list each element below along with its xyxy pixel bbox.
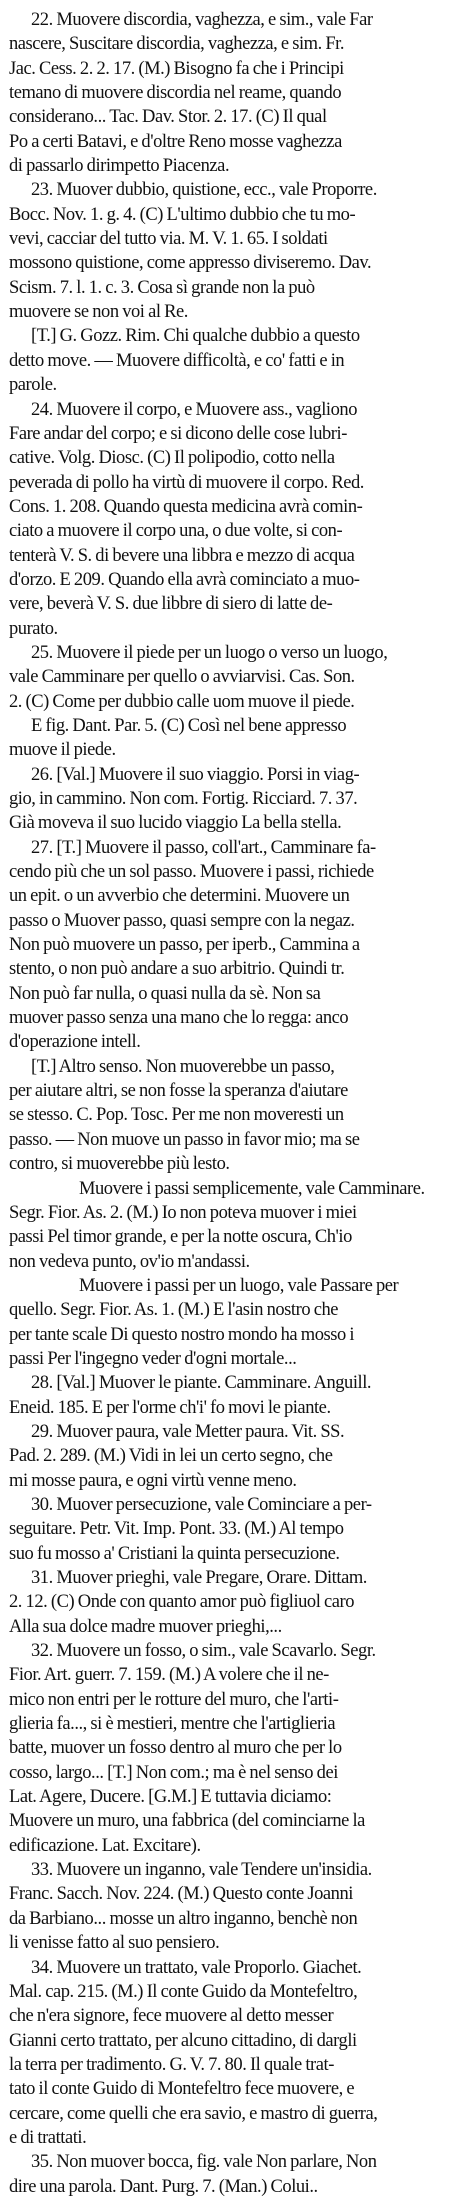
entry-line: [T.] G. Gozz. Rim. Chi qualche dubbio a questo [31, 326, 360, 347]
entry-line: Bocc. Nov. 1. g. 4. (C) L'ultimo dubbio che tu mo- [9, 204, 356, 225]
entry-line: vale Camminare per quello o avviarvisi. Cas. Son. [9, 667, 355, 688]
entry-line: detto move. — Muovere difficoltà, e co' fatti e in [9, 350, 345, 371]
entry-line: 25. Muovere il piede per un luogo o verso un luogo, [31, 642, 388, 663]
entry-line: muove il piede. [9, 740, 116, 761]
entry-line: per tante scale Di questo nostro mondo ha mosso i [9, 1324, 355, 1345]
entry-line: li venisse fatto al suo pensiero. [9, 1933, 220, 1954]
entry-line: suo fu mosso a' Cristiani la quinta persecuzione. [9, 1543, 340, 1564]
entry-line: 26. [Val.] Muovere il suo viaggio. Porsi in viag- [31, 764, 360, 785]
entry-line: Segr. Fior. As. 2. (M.) Io non poteva muover i miei [9, 1202, 357, 1223]
entry-line: passi Per l'ingegno veder d'ogni mortale... [9, 1348, 297, 1369]
entry-line: 28. [Val.] Muover le piante. Camminare. Anguill. [31, 1373, 372, 1394]
entry-24 [9, 398, 460, 641]
entry-line: Lat. Agere, Ducere. [G.M.] E tuttavia diciamo: [9, 1787, 332, 1808]
entry-line: 2. 12. (C) Onde con quanto amor può figliuol caro [9, 1592, 355, 1613]
entry-line: cosso, largo... [T.] Non com.; ma è nel senso dei [9, 1762, 338, 1783]
entry-33 [9, 1858, 460, 1955]
entry-line: edificazione. Lat. Excitare). [9, 1835, 201, 1856]
entry-line: dire una parola. Dant. Purg. 7. (Man.) Colui.. [9, 2176, 318, 2197]
entry-line: 32. Muovere un fosso, o sim., vale Scavarlo. Segr. [31, 1641, 376, 1662]
entry-line: Po a certi Batavi, e d'oltre Reno mosse vaghezza [9, 131, 342, 152]
entry-line: passo. — Non muove un passo in favor mio; ma se [9, 1129, 360, 1150]
entry-line: Pad. 2. 289. (M.) Vidi in lei un certo segno, che [9, 1446, 333, 1467]
entry-line: la terra per tradimento. G. V. 7. 80. Il quale trat- [9, 2054, 334, 2075]
entry-line: Mal. cap. 215. (M.) Il conte Guido da Montefeltro, [9, 1981, 358, 2002]
entry-26 [9, 763, 460, 836]
entry-line: 31. Muover prieghi, vale Pregare, Orare. Dittam. [31, 1568, 367, 1588]
entry-line: 2. (C) Come per dubbio calle uom muove il piede. [9, 691, 355, 712]
entry-25 [9, 641, 460, 763]
entry-line: [T.] Altro senso. Non muoverebbe un passo, [31, 1056, 335, 1077]
entry-line: Già moveva il suo lucido viaggio La bella stella. [9, 813, 342, 834]
entry-line: quello. Segr. Fior. As. 1. (M.) E l'asin nostro che [9, 1300, 339, 1321]
entry-line: che n'era signore, fece muovere al detto messer [9, 2006, 334, 2027]
entry-23 [9, 178, 460, 397]
entry-line: 30. Muover persecuzione, vale Cominciare a per- [31, 1494, 372, 1515]
entry-line: Muovere i passi per un luogo, vale Passare per [79, 1275, 399, 1296]
entry-line: Scism. 7. l. 1. c. 3. Cosa sì grande non la può [9, 277, 315, 298]
entry-line: tenterà V. S. di bevere una libbra e mezzo di acqua [9, 545, 355, 566]
entry-line: seguitare. Petr. Vit. Imp. Pont. 33. (M.) Al tempo [9, 1519, 344, 1540]
entry-line: e di trattati. [9, 2127, 87, 2148]
entry-line: Muovere i passi semplicemente, vale Camminare. [79, 1178, 425, 1199]
entry-line: tato il conte Guido di Montefeltro fece muovere, e [9, 2079, 355, 2100]
entry-line: da Barbiano... mosse un altro inganno, benchè non [9, 1908, 358, 1929]
entry-27-subsenses [9, 1177, 460, 1372]
entry-line: mico non entri per le rotture del muro, che l'arti- [9, 1689, 339, 1710]
entry-29 [9, 1420, 460, 1493]
entry-line: mossono quistione, come appresso diviseremo. Dav. [9, 253, 372, 274]
entry-line: Alla sua dolce madre muover prieghi,... [9, 1616, 282, 1637]
entry-line: Cons. 1. 208. Quando questa medicina avrà comin- [9, 496, 363, 517]
entry-line: 34. Muovere un trattato, vale Proporlo. Giachet. [31, 1957, 362, 1978]
entry-line: mi mosse paura, e ogni virtù venne meno. [9, 1470, 297, 1491]
entry-line: Fior. Art. guerr. 7. 159. (M.) A volere che il ne- [9, 1665, 329, 1686]
entry-line: 23. Muover dubbio, quistione, ecc., vale Proporre. [31, 180, 377, 201]
entry-line: Muovere un muro, una fabbrica (del cominciarne la [9, 1811, 365, 1832]
entry-line: muovere se non voi al Re. [9, 302, 188, 323]
entry-line: 24. Muovere il corpo, e Muovere ass., vagliono [31, 399, 358, 420]
entry-line: purato. [9, 618, 58, 639]
entry-line: stento, o non può andare a suo arbitrio. Quindi tr. [9, 959, 345, 980]
entry-line: un epit. o un avverbio che determini. Muovere un [9, 886, 350, 907]
entry-line: considerano... Tac. Dav. Stor. 2. 17. (C) Il qual [9, 107, 327, 128]
entry-line: passi Pel timor grande, e per la notte oscura, Ch'io [9, 1227, 352, 1248]
entry-line: glieria fa..., si è mestieri, mentre che l'artiglieria [9, 1714, 336, 1735]
entry-line: contro, si muoverebbe più lesto. [9, 1154, 230, 1175]
entry-line: parole. [9, 375, 57, 396]
entry-line: ciato a muovere il corpo una, o due volte, si con- [9, 521, 343, 542]
entry-line: 35. Non muover bocca, fig. vale Non parlare, Non [31, 2152, 377, 2173]
entry-line: muover passo senza una mano che lo regga: anco [9, 1008, 349, 1029]
entry-35 [9, 2150, 460, 2199]
entry-line: cative. Volg. Diosc. (C) Il polipodio, cotto nella [9, 448, 335, 469]
entry-line: Non può far nulla, o quasi nulla da sè. Non sa [9, 983, 321, 1004]
entry-line: cendo più che un sol passo. Muovere i passi, richiede [9, 862, 374, 883]
entry-line: peverada di pollo ha virtù di muovere il corpo. Red. [9, 472, 364, 493]
entry-line: Non può muovere un passo, per iperb., Cammina a [9, 935, 360, 956]
entry-line: gio, in cammino. Non com. Fortig. Ricciard. 7. 37. [9, 789, 358, 809]
entry-line: per aiutare altri, se non fosse la speranza d'aiutare [9, 1081, 348, 1102]
entry-22 [9, 8, 460, 178]
entry-line: Jac. Cess. 2. 2. 17. (M.) Bisogno fa che i Principi [9, 58, 344, 79]
entry-31 [9, 1566, 460, 1639]
entry-line: se stesso. C. Pop. Tosc. Per me non moveresti un [9, 1105, 344, 1126]
entry-line: batte, muover un fosso dentro al muro che per lo [9, 1738, 342, 1759]
entry-line: cercare, come quelli che era savio, e mastro di guerra, [9, 2103, 378, 2124]
entry-27 [9, 836, 460, 1177]
entry-line: Eneid. 185. E per l'orme ch'i' fo movi le piante. [9, 1397, 331, 1418]
entry-34 [9, 1956, 460, 2151]
entry-line: 22. Muovere discordia, vaghezza, e sim., vale Far [31, 10, 373, 30]
entry-32 [9, 1639, 460, 1858]
entry-line: Gianni certo trattato, per alcuno cittadino, di dargli [9, 2030, 357, 2051]
entry-line: temano di muovere discordia nel reame, quando [9, 83, 342, 104]
entry-line: 29. Muover paura, vale Metter paura. Vit. SS. [31, 1421, 345, 1442]
entry-line: 27. [T.] Muovere il passo, coll'art., Camminare fa- [31, 837, 376, 858]
entry-line: vere, beverà V. S. due libbre di siero di latte de- [9, 594, 333, 615]
entry-line: vevi, cacciar del tutto via. M. V. 1. 65. I soldati [9, 229, 328, 250]
entry-line: Fare andar del corpo; e si dicono delle cose lubri- [9, 423, 347, 444]
entry-line: d'operazione intell. [9, 1032, 141, 1053]
entry-line: 33. Muovere un inganno, vale Tendere un'insidia. [31, 1860, 372, 1881]
entry-line: nascere, Suscitare discordia, vaghezza, e sim. Fr. [9, 34, 345, 55]
entry-line: passo o Muover passo, quasi sempre con la negaz. [9, 910, 355, 931]
entry-28 [9, 1371, 460, 1420]
entry-line: Franc. Sacch. Nov. 224. (M.) Questo conte Joanni [9, 1884, 353, 1905]
entry-line: non vedeva punto, ov'io m'andassi. [9, 1251, 250, 1272]
entry-line: di passarlo dirimpetto Piacenza. [9, 156, 230, 177]
entry-line: E fig. Dant. Par. 5. (C) Così nel bene appresso [31, 715, 347, 736]
entry-30 [9, 1493, 460, 1566]
entry-line: d'orzo. E 209. Quando ella avrà cominciato a muo- [9, 569, 360, 590]
